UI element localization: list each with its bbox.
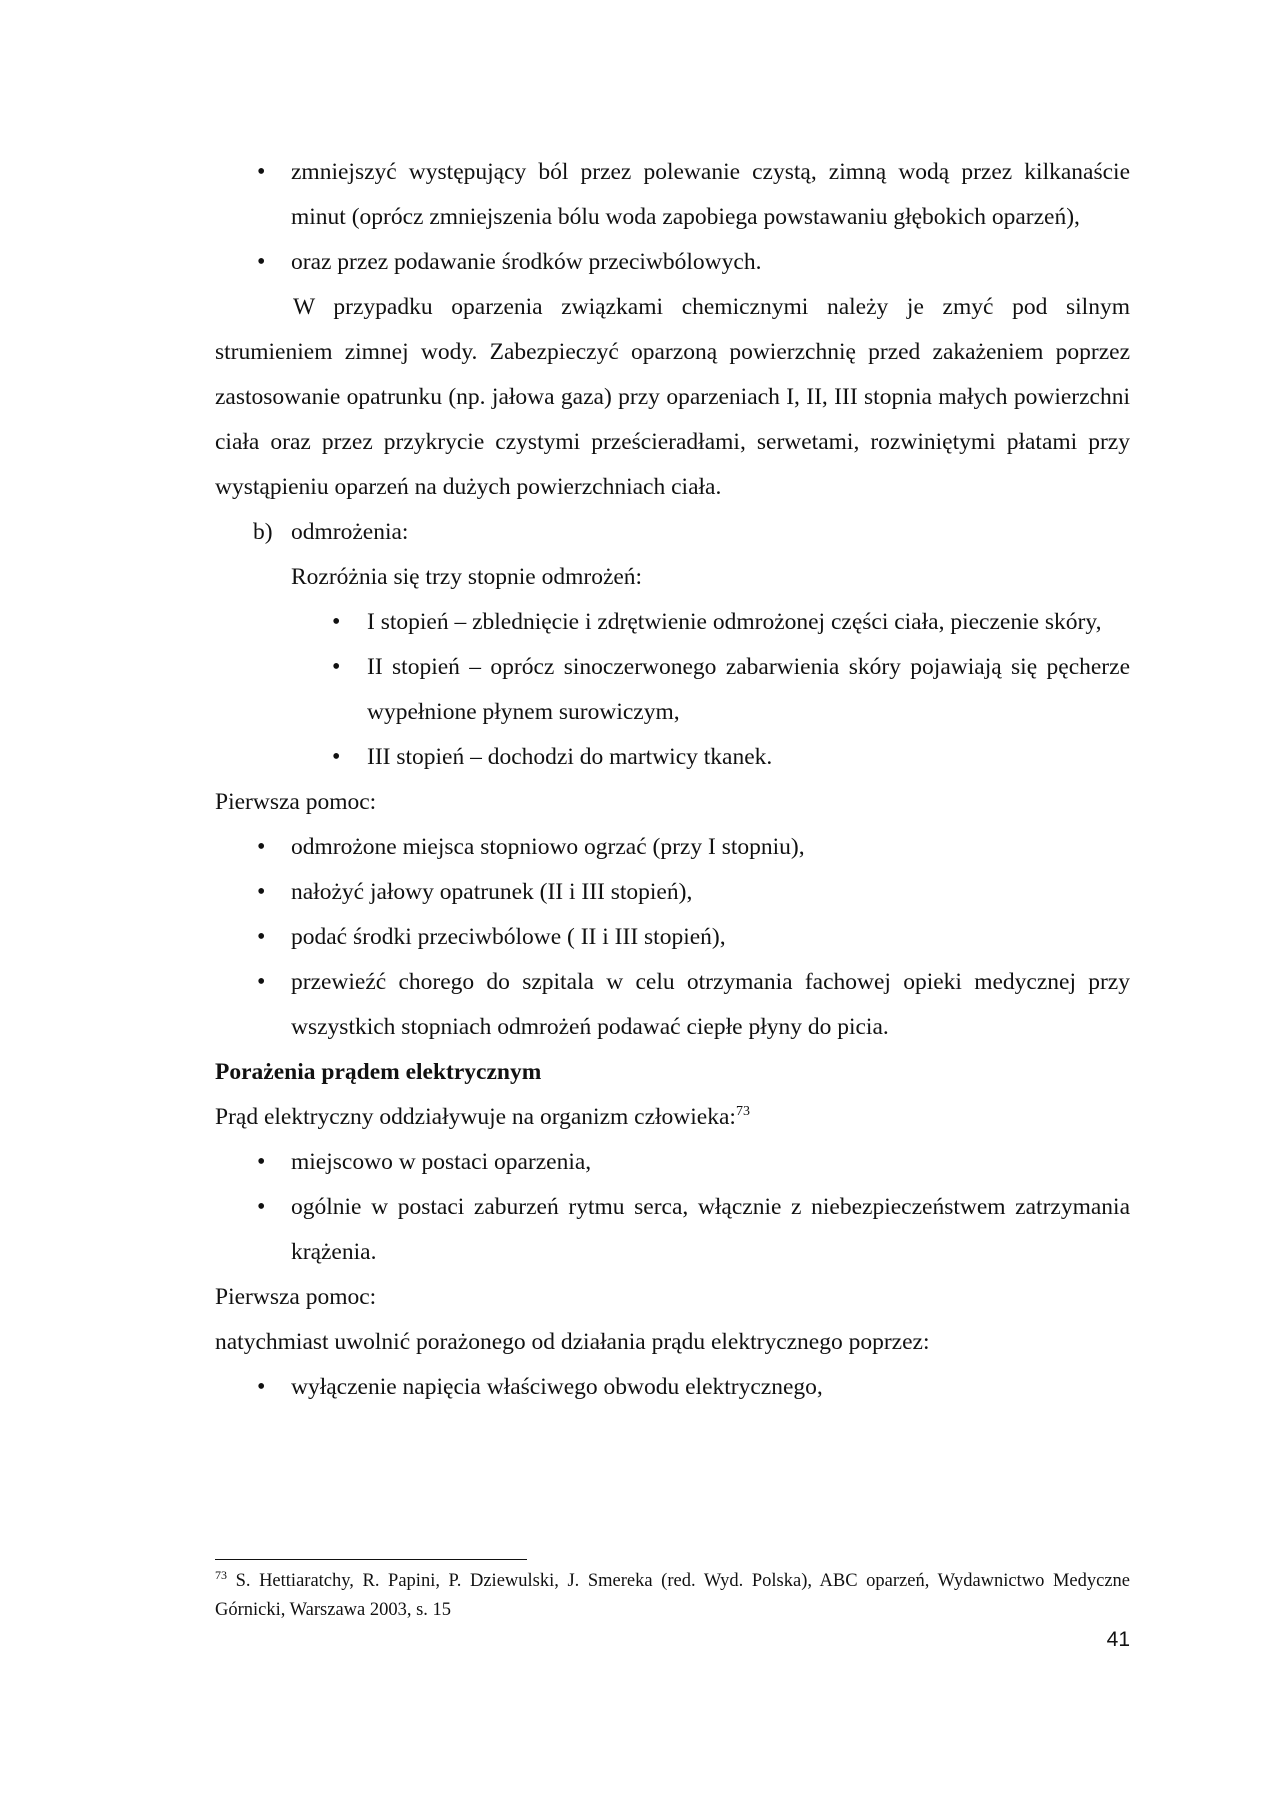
list-item: • odmrożone miejsca stopniowo ogrzać (przy I stopniu), — [215, 825, 1130, 870]
footnote-number: 73 — [215, 1568, 227, 1582]
electric-first-aid-intro: natychmiast uwolnić porażonego od działania prądu elektrycznego poprzez: — [215, 1329, 930, 1355]
footnote-reference[interactable]: 73 — [735, 1104, 750, 1119]
frostbite-degrees-list — [215, 600, 1130, 780]
electric-first-aid-list — [215, 1365, 1130, 1410]
frostbite-item — [215, 510, 1130, 555]
list-item: • ogólnie w postaci zaburzeń rytmu serca, włącznie z niebezpieczeństwem zatrzymania krążenia. — [215, 1185, 1130, 1275]
list-item: • III stopień – dochodzi do martwicy tkanek. — [215, 735, 1130, 780]
list-item: • przewieźć chorego do szpitala w celu otrzymania fachowej opieki medycznej przy wszystkich stopniach odmrożeń podawać ciepłe płyny do picia. — [215, 960, 1130, 1050]
list-item: • podać środki przeciwbólowe ( II i III stopień), — [215, 915, 1130, 960]
list-item: • wyłączenie napięcia właściwego obwodu elektrycznego, — [215, 1365, 1130, 1410]
first-aid-label: Pierwsza pomoc: — [215, 789, 377, 815]
list-item: • I stopień – zblednięcie i zdrętwienie odmrożonej części ciała, pieczenie skóry, — [215, 600, 1130, 645]
footnote-separator — [215, 1559, 527, 1560]
footnote — [215, 1567, 1130, 1625]
frostbite-first-aid-list — [215, 825, 1130, 1050]
page-body — [215, 150, 1130, 1410]
list-item: • nałożyć jałowy opatrunek (II i III stopień), — [215, 870, 1130, 915]
frostbite-intro: Rozróżnia się trzy stopnie odmrożeń: — [291, 564, 643, 590]
list-item: • II stopień – oprócz sinoczerwonego zabarwienia skóry pojawiają się pęcherze wypełnione płynem surowiczym, — [215, 645, 1130, 735]
electric-effects-list — [215, 1140, 1130, 1275]
electric-intro — [215, 1095, 1130, 1140]
burns-first-aid-list — [215, 150, 1130, 285]
list-item: • zmniejszyć występujący ból przez polewanie czystą, zimną wodą przez kilkanaście minut (oprócz zmniejszenia bólu woda zapobiega powstawaniu głębokich oparzeń), — [215, 150, 1130, 240]
page-number: 41 — [1106, 1628, 1130, 1651]
section-heading: Porażenia prądem elektrycznym — [215, 1059, 542, 1085]
first-aid-label: Pierwsza pomoc: — [215, 1284, 377, 1310]
electric-intro-text: Prąd elektryczny oddziaływuje na organizm człowieka: — [215, 1104, 736, 1130]
list-item: • miejscowo w postaci oparzenia, — [215, 1140, 1130, 1185]
list-item: • oraz przez podawanie środków przeciwbólowych. — [215, 240, 1130, 285]
list-marker: b) — [253, 519, 273, 545]
chemical-burns-paragraph: W przypadku oparzenia związkami chemicznymi należy je zmyć pod silnym strumieniem zimnej wody. Zabezpieczyć oparzoną powierzchnię przed zakażeniem poprzez zastosowanie opatrunku (np. jałowa gaza) przy oparzeniach I, II, III stopnia małych powierzchni ciała oraz przez przykrycie czystymi prześcieradłami, serwetami, rozwiniętymi płatami przy wystąpieniu oparzeń na dużych powierzchniach ciała. — [215, 294, 1130, 500]
footnote-text: S. Hettiaratchy, R. Papini, P. Dziewulski, J. Smereka (red. Wyd. Polska), ABC oparzeń, Wydawnictwo Medyczne Górnicki, Warszawa 2003, s. 15 — [215, 1571, 1130, 1620]
frostbite-title: odmrożenia: — [291, 519, 409, 545]
